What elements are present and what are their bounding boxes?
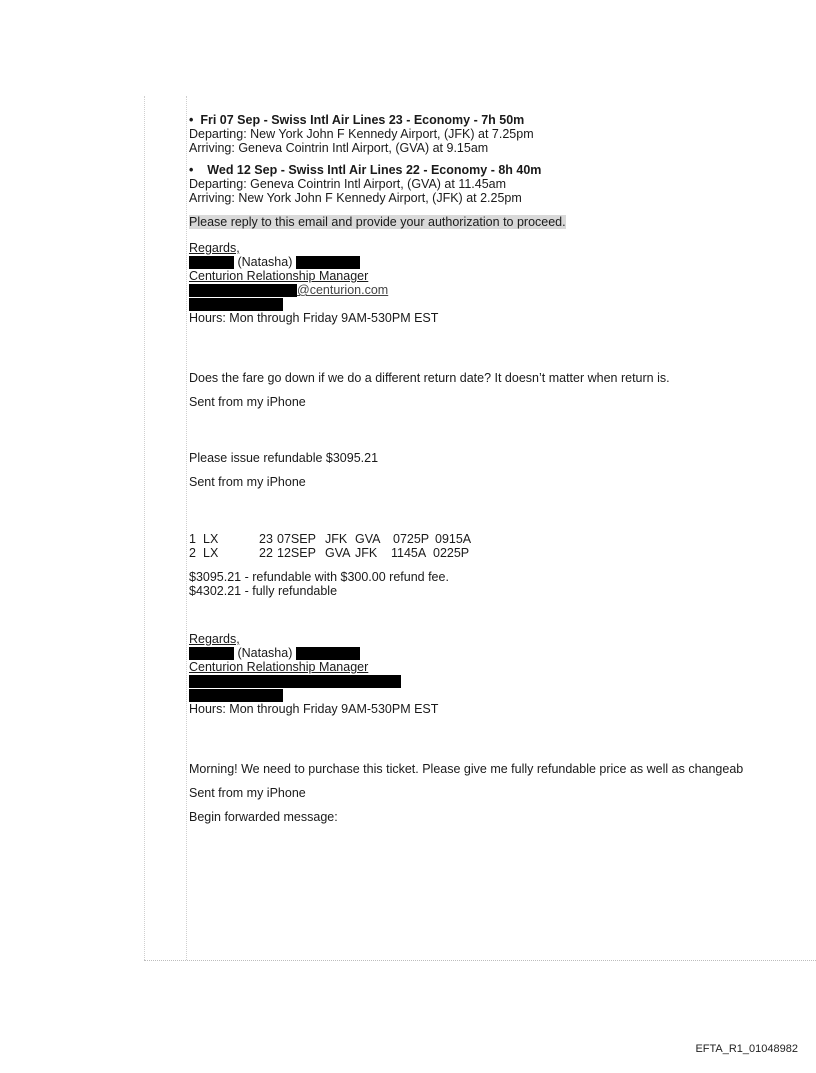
flight-2-depart: Departing: Geneva Cointrin Intl Airport, (GVA) at 11.45am <box>189 177 507 191</box>
redaction-box <box>189 298 283 311</box>
forwarded-message-label: Begin forwarded message: <box>189 810 338 824</box>
flight-2-arrive: Arriving: New York John F Kennedy Airport, (JFK) at 2.25pm <box>189 191 522 205</box>
signature-name: (Natasha) <box>189 255 816 269</box>
bullet: • <box>189 163 194 177</box>
itinerary-row: 2 LX 22 12SEP GVA JFK 1145A 0225P <box>189 546 470 560</box>
signature-title: Centurion Relationship Manager <box>189 269 369 283</box>
redaction-box <box>296 256 360 269</box>
quote-border-inner <box>186 96 187 960</box>
email-link[interactable]: @centurion.com <box>297 283 389 297</box>
authorization-request: Please reply to this email and provide your authorization to proceed. <box>189 215 566 229</box>
flight-2-header <box>189 163 816 177</box>
issue-ticket-message: Please issue refundable $3095.21 <box>189 451 379 465</box>
flight-1-depart: Departing: New York John F Kennedy Airport, (JFK) at 7.25pm <box>189 127 534 141</box>
sent-from-iphone: Sent from my iPhone <box>189 786 306 800</box>
signature-title: Centurion Relationship Manager <box>189 660 369 674</box>
signature-phone <box>189 688 816 702</box>
flight-1-header <box>189 113 816 127</box>
redaction-box <box>296 647 360 660</box>
redaction-box <box>189 647 234 660</box>
itinerary-row: 1 LX 23 07SEP JFK GVA 0725P 0915A <box>189 532 472 546</box>
sent-from-iphone: Sent from my iPhone <box>189 395 306 409</box>
fare-option: $4302.21 - fully refundable <box>189 584 338 598</box>
signature-regards: Regards, <box>189 632 240 646</box>
signature-email <box>189 283 816 297</box>
signature-hours: Hours: Mon through Friday 9AM-530PM EST <box>189 702 439 716</box>
flight-1-title: Fri 07 Sep - Swiss Intl Air Lines 23 - Economy - 7h 50m <box>200 113 525 127</box>
email-content <box>189 113 816 824</box>
bullet: • <box>189 113 194 127</box>
signature-phone <box>189 297 816 311</box>
signature-hours: Hours: Mon through Friday 9AM-530PM EST <box>189 311 439 325</box>
redaction-box <box>189 689 283 702</box>
purchase-request-message: Morning! We need to purchase this ticket. Please give me fully refundable price as well as changeab <box>189 762 744 776</box>
flight-1-arrive: Arriving: Geneva Cointrin Intl Airport, (GVA) at 9.15am <box>189 141 489 155</box>
signature-regards: Regards, <box>189 241 240 255</box>
fare-option: $3095.21 - refundable with $300.00 refund fee. <box>189 570 449 584</box>
redaction-box <box>189 284 297 297</box>
redaction-box <box>189 256 234 269</box>
document-id-footer: EFTA_R1_01048982 <box>695 1043 798 1055</box>
flight-2-title: Wed 12 Sep - Swiss Intl Air Lines 22 - Economy - 8h 40m <box>207 163 542 177</box>
signature-name: (Natasha) <box>189 646 816 660</box>
fare-question-message: Does the fare go down if we do a different return date? It doesn’t matter when return is. <box>189 371 670 385</box>
sent-from-iphone: Sent from my iPhone <box>189 475 306 489</box>
redaction-box <box>189 675 401 688</box>
signature-email <box>189 674 816 688</box>
quote-border-outer <box>144 96 145 960</box>
